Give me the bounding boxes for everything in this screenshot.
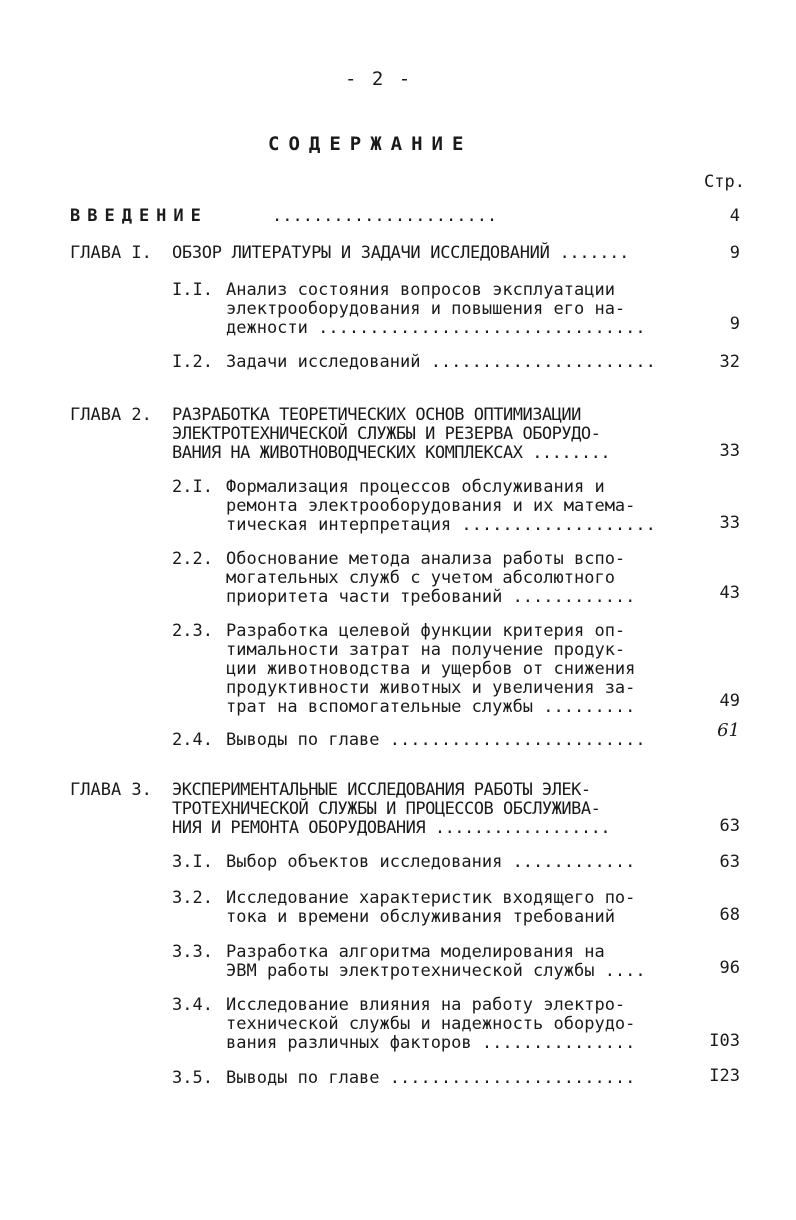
entry-title-line: Исследование характеристик входящего по-	[226, 888, 636, 908]
entry-label: 3.5.	[172, 1068, 213, 1088]
entry-title-line: вания различных факторов ...............	[226, 1033, 636, 1053]
entry-title-line: ЭКСПЕРИМЕНТАЛЬНЫЕ ИССЛЕДОВАНИЯ РАБОТЫ ЭЛЕК-	[172, 780, 591, 800]
entry-page: I23	[709, 1066, 740, 1086]
entry-title-line: РАЗРАБОТКА ТЕОРЕТИЧЕСКИХ ОСНОВ ОПТИМИЗАЦИИ	[172, 405, 581, 425]
toc-heading: СОДЕРЖАНИЕ	[268, 133, 473, 155]
entry-label: ВВЕДЕНИЕ	[70, 206, 208, 226]
entry-title-line: Выводы по главе .........................	[226, 730, 646, 750]
entry-title-line: ТРОТЕХНИЧЕСКОЙ СЛУЖБЫ И ПРОЦЕССОВ ОБСЛУЖИВА-	[172, 799, 601, 819]
entry-title-line: ОБЗОР ЛИТЕРАТУРЫ И ЗАДАЧИ ИССЛЕДОВАНИЙ .......	[172, 243, 630, 263]
entry-title-line: ВАНИЯ НА ЖИВОТНОВОДЧЕСКИХ КОМПЛЕКСАХ ........	[172, 443, 611, 463]
entry-page: 4	[729, 206, 740, 226]
entry-page: 33	[719, 441, 740, 461]
entry-title-line: Разработка алгоритма моделирования на	[226, 942, 605, 962]
entry-page: 63	[719, 816, 740, 836]
entry-title-line: тока и времени обслуживания требований	[226, 907, 615, 927]
entry-label: 3.3.	[172, 942, 213, 962]
entry-label: 3.4.	[172, 995, 213, 1015]
entry-page: 32	[719, 352, 740, 372]
entry-title-line: Выбор объектов исследования ............	[226, 852, 636, 872]
entry-title-line: трат на вспомогательные службы .........	[226, 697, 636, 717]
entry-label: 2.3.	[172, 621, 213, 641]
entry-title-line: технической службы и надежность оборудо-	[226, 1014, 636, 1034]
entry-page: I03	[709, 1031, 740, 1051]
entry-title-line: могательных служб с учетом абсолютного	[226, 568, 615, 588]
entry-title-line: электрооборудования и повышения его на-	[226, 299, 626, 319]
entry-label: 3.I.	[172, 852, 213, 872]
entry-label: 2.I.	[172, 477, 213, 497]
entry-page: 63	[719, 852, 740, 872]
entry-label: ГЛАВА 3.	[70, 780, 152, 800]
entry-page: 96	[719, 958, 740, 978]
entry-label: ГЛАВА 2.	[70, 405, 152, 425]
entry-page: 9	[729, 243, 740, 263]
entry-label: 2.4.	[172, 730, 213, 750]
entry-page: 68	[719, 905, 740, 925]
entry-label: 2.2.	[172, 549, 213, 569]
entry-title-line: тимальности затрат на получение продук-	[226, 640, 626, 660]
entry-title-line: приоритета части требований ............	[226, 587, 636, 607]
entry-label: I.I.	[172, 280, 213, 300]
entry-title-line: ремонта электрооборудования и их матема-	[226, 496, 636, 516]
page-column-label: Стр.	[704, 172, 745, 192]
entry-leader: ......................	[272, 206, 498, 226]
entry-title-line: Формализация процессов обслуживания и	[226, 477, 605, 497]
entry-page: 49	[719, 691, 740, 711]
entry-title-line: тическая интерпретация ...................	[226, 515, 656, 535]
entry-title-line: продуктивности животных и увеличения за-	[226, 678, 636, 698]
entry-title-line: дежности ................................	[226, 318, 646, 338]
entry-page: 33	[719, 513, 740, 533]
entry-page-handwritten: 61	[717, 720, 740, 741]
entry-title-line: Задачи исследований ......................	[226, 352, 656, 372]
entry-title-line: Обоснование метода анализа работы вспо-	[226, 549, 626, 569]
entry-label: ГЛАВА I.	[70, 243, 152, 263]
entry-title-line: Исследование влияния на работу электро-	[226, 995, 626, 1015]
entry-title-line: ции животноводства и ущербов от снижения	[226, 659, 636, 679]
page-number: - 2 -	[345, 68, 413, 90]
entry-title-line: Анализ состояния вопросов эксплуатации	[226, 280, 615, 300]
entry-title-line: ЭЛЕКТРОТЕХНИЧЕСКОЙ СЛУЖБЫ И РЕЗЕРВА ОБОРУДО-	[172, 424, 601, 444]
entry-title-line: ЭВМ работы электротехнической службы ....	[226, 961, 646, 981]
entry-page: 43	[719, 583, 740, 603]
entry-title-line: НИЯ И РЕМОНТА ОБОРУДОВАНИЯ ..................	[172, 818, 611, 838]
entry-title-line: Разработка целевой функции критерия оп-	[226, 621, 626, 641]
entry-title-line: Выводы по главе ........................	[226, 1068, 636, 1088]
entry-label: I.2.	[172, 352, 213, 372]
entry-page: 9	[729, 314, 740, 334]
entry-label: 3.2.	[172, 888, 213, 908]
